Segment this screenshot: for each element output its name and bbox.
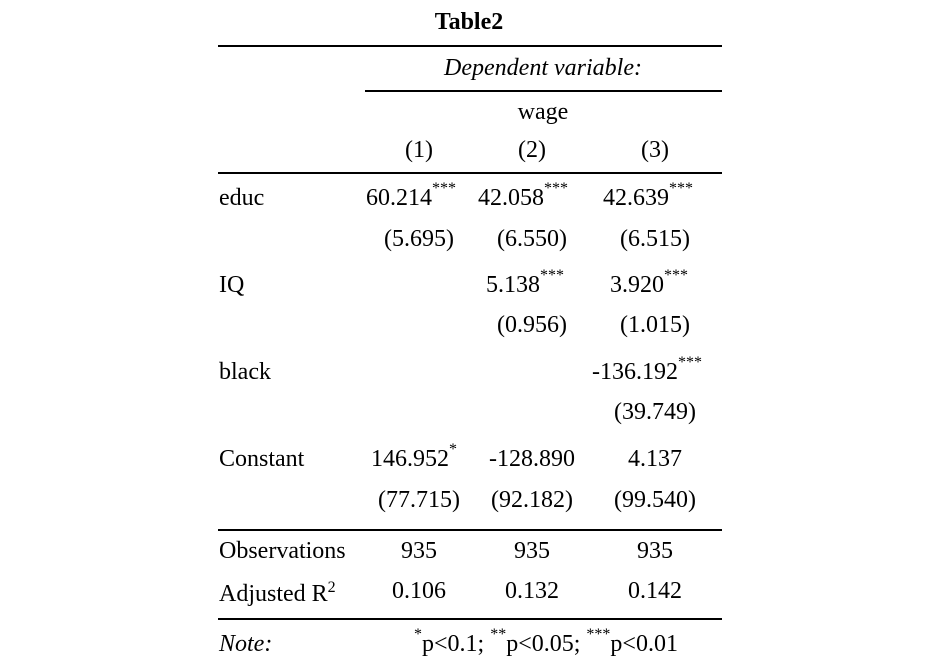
se-constant-1: (77.715) — [378, 487, 460, 513]
coef-constant-1: 146.952* — [371, 441, 457, 472]
top-rule — [218, 45, 722, 47]
se-constant-2: (92.182) — [491, 487, 573, 513]
row-label-constant: Constant — [219, 446, 305, 472]
observations-label: Observations — [219, 538, 346, 564]
row-label-iq: IQ — [219, 272, 245, 298]
coef-black-3: -136.192*** — [592, 354, 702, 385]
coef-educ-1: 60.214*** — [366, 180, 456, 211]
coef-educ-3: 42.639*** — [603, 180, 693, 211]
coef-iq-2: 5.138*** — [486, 267, 564, 298]
se-iq-2: (0.956) — [497, 312, 567, 338]
dependent-variable-rule — [365, 90, 722, 92]
table-title: Table2 — [434, 9, 504, 35]
row-label-black: black — [219, 359, 271, 385]
dependent-variable-label: Dependent variable: — [444, 55, 642, 81]
coef-constant-2: -128.890 — [489, 446, 575, 472]
coef-educ-2: 42.058*** — [478, 180, 568, 211]
adjusted-r2-2: 0.132 — [505, 578, 559, 604]
adjusted-r2-label: Adjusted $R^2$ — [219, 579, 336, 607]
se-iq-3: (1.015) — [620, 312, 690, 338]
se-educ-3: (6.515) — [620, 226, 690, 252]
dependent-variable-name: wage — [517, 99, 569, 125]
row-label-educ: educ — [219, 185, 265, 211]
column-header-3: (3) — [641, 137, 669, 163]
coef-constant-3: 4.137 — [628, 446, 682, 472]
se-educ-1: (5.695) — [384, 226, 454, 252]
observations-1: 935 — [401, 538, 437, 564]
header-rule — [218, 172, 722, 174]
se-educ-2: (6.550) — [497, 226, 567, 252]
note-label: Note: — [219, 631, 273, 657]
bottom-rule — [218, 618, 722, 620]
note-significance: *p<0.1; **p<0.05; ***p<0.01 — [414, 626, 678, 657]
stats-rule — [218, 529, 722, 531]
observations-3: 935 — [637, 538, 673, 564]
se-black-3: (39.749) — [614, 399, 696, 425]
column-header-2: (2) — [518, 137, 546, 163]
coef-iq-3: 3.920*** — [610, 267, 688, 298]
adjusted-r2-3: 0.142 — [628, 578, 682, 604]
observations-2: 935 — [514, 538, 550, 564]
adjusted-r2-1: 0.106 — [392, 578, 446, 604]
se-constant-3: (99.540) — [614, 487, 696, 513]
column-header-1: (1) — [405, 137, 433, 163]
